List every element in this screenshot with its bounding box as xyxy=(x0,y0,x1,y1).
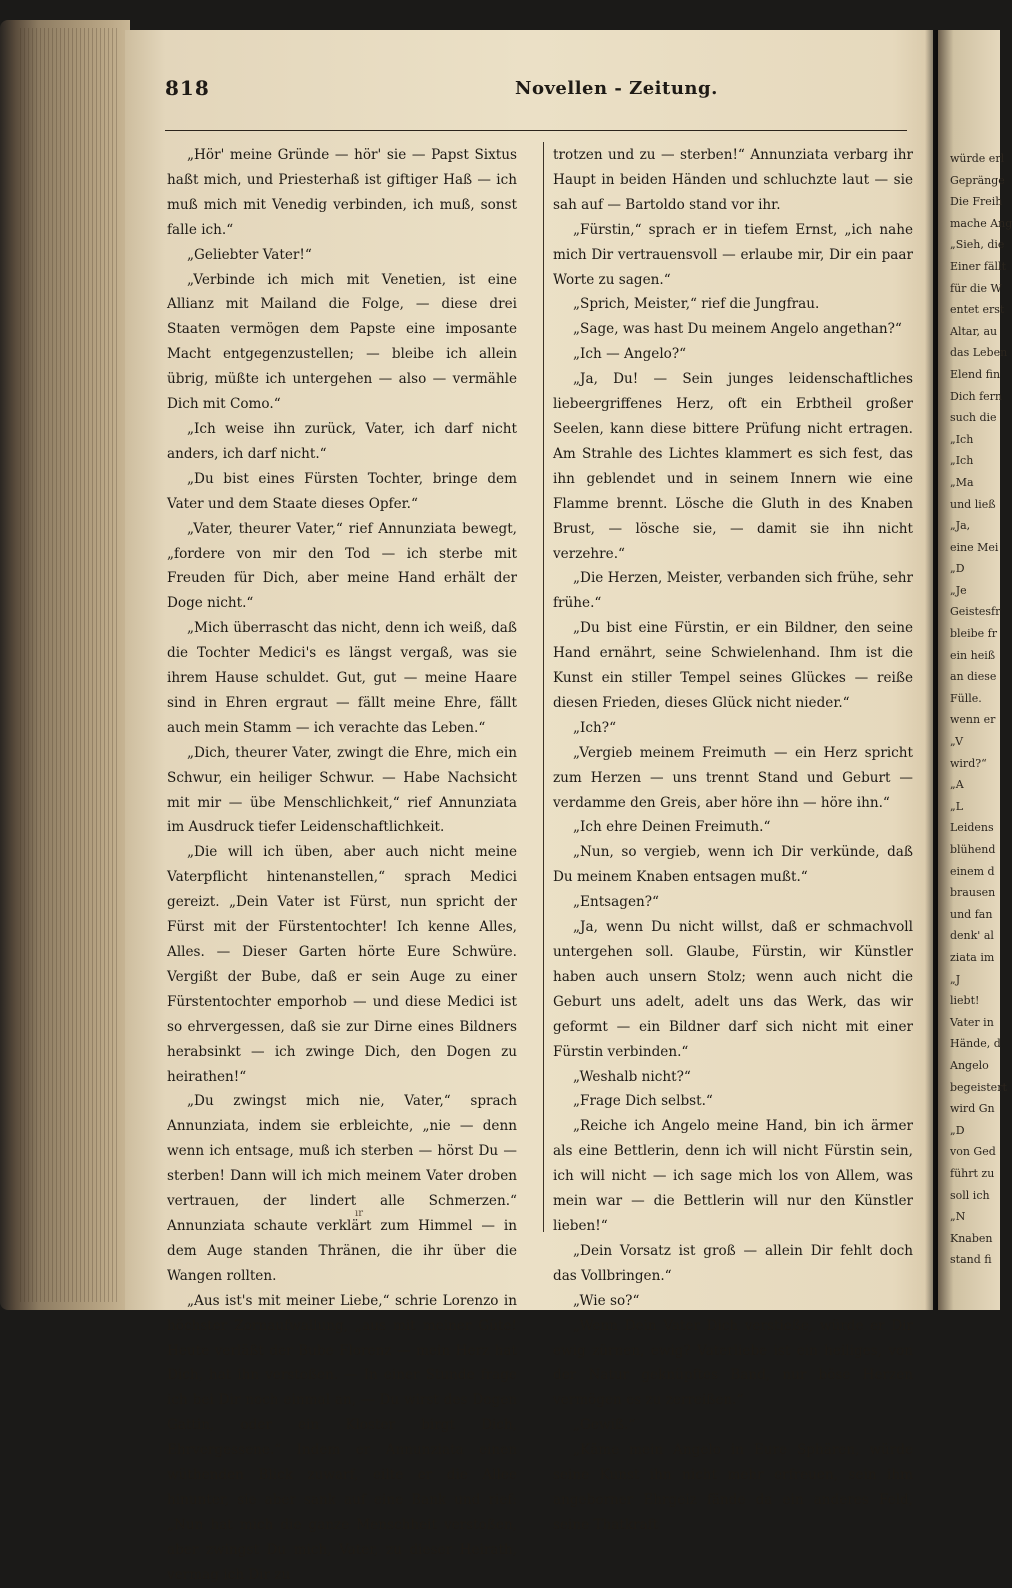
facing-page-line: bleibe fr xyxy=(950,627,997,641)
facing-page-line: Geistesfr xyxy=(950,605,1001,619)
paragraph: „Du bist eines Fürsten Tochter, bringe dem Vater und dem Staate dieses Opfer.“ xyxy=(167,470,517,512)
paragraph: „Ich?“ xyxy=(573,719,617,736)
header-rule xyxy=(165,130,907,131)
facing-page-line: „J xyxy=(950,972,961,986)
paragraph: „Verbinde ich mich mit Venetien, ist eine Allianz mit Mailand die Folge, — diese drei Staaten vermögen dem Papste eine imposante Macht entgegenzustellen; — bleibe ich allein übrig, müßte ich untergehen — also — vermähle Dich mit Como.“ xyxy=(167,271,517,413)
facing-page-line: an diese xyxy=(950,670,997,684)
facing-page-line: „D xyxy=(950,1123,965,1137)
paragraph: „Vergieb meinem Freimuth — ein Herz spricht zum Herzen — uns trennt Stand und Geburt — verdamme den Greis, aber höre ihn — höre ihn.“ xyxy=(553,744,913,811)
column-divider xyxy=(543,142,544,1232)
facing-page-line: Knaben xyxy=(950,1231,993,1245)
paragraph: „Die Herzen, Meister, verbanden sich frühe, sehr frühe.“ xyxy=(553,570,913,612)
facing-page-line: würde erl xyxy=(950,152,1005,165)
facing-page-line: mache Ang xyxy=(950,216,1012,230)
facing-page-line: brausen xyxy=(950,886,996,900)
paragraph: „Ich ehre Deinen Freimuth.“ xyxy=(573,819,771,836)
paragraph: „Geliebter Vater!“ xyxy=(187,246,312,263)
facing-page-line: ziata im xyxy=(950,950,995,964)
facing-page-line: liebt! xyxy=(950,994,980,1008)
running-head: Novellen - Zeitung. xyxy=(515,78,718,99)
facing-page-line: entet erst xyxy=(950,303,1005,317)
facing-page-line: „A xyxy=(950,778,964,792)
page-number: 818 xyxy=(165,76,210,100)
paragraph: „Entsagen?“ xyxy=(573,894,660,911)
paragraph: „Wie so?“ xyxy=(573,1292,640,1309)
facing-page-line: „Ich xyxy=(950,454,974,468)
paragraph: „Aus ist's mit meiner Liebe,“ schrie Lorenzo in höchster Zornaufwallung, „aus mit meiner Güte! Heute verläßt der Bube Florenz — mein Herz hat Dich, hat ihn verstoßen. — In einer Stunde frage ich bei Dir noch einmal an, — Du wirst des Dogen Gattin, oder ein Kloster birgt Dich, Ehrvergessene.“ Indem er Annunziata einen wüthenden Blick zuwarf, eilte er die Allee hinunter, sie aber sank auf eine Bank und rief: „Nun hat mich die ganze Menschheit verstoßen, aber zwingst Du mich, Vater, zu dieser Heirath, vermag ich Dir zu xyxy=(167,1292,517,1583)
paragraph: „Ja, wenn Du nicht willst, daß er schmachvoll untergehen soll. Glaube, Fürstin, wir Künstler haben auch unsern Stolz; wenn auch nicht die Geburt uns adelt, adelt uns das Werk, das wir geformt — ein Bildner darf sich nicht mit einer Fürstin verbinden.“ xyxy=(553,919,913,1060)
facing-page-line: „L xyxy=(950,799,964,813)
paragraph: „Ich weise ihn zurück, Vater, ich darf nicht anders, ich darf nicht.“ xyxy=(167,420,517,462)
facing-page-line: Hände, d xyxy=(950,1037,1001,1051)
facing-page-line: wird?“ xyxy=(950,756,987,770)
facing-page-lines xyxy=(950,148,1012,1271)
facing-page-line: Vater in xyxy=(950,1015,994,1029)
facing-page-line: von Ged xyxy=(950,1145,996,1159)
facing-page-line: Angelo xyxy=(950,1058,989,1072)
facing-page-line: einem d xyxy=(950,864,995,878)
left-column xyxy=(167,143,517,1588)
facing-page-line: Leidens xyxy=(950,821,994,835)
facing-page-line: Die Freih xyxy=(950,195,1003,209)
facing-page-line: „D xyxy=(950,562,965,576)
paragraph: „Dein Vorsatz ist groß — allein Dir fehlt doch das Vollbringen.“ xyxy=(553,1242,913,1284)
paragraph: „Die will ich üben, aber auch nicht meine Vaterpflicht hintenanstellen,“ sprach Medici gereizt. „Dein Vater ist Fürst, nun spricht der Fürst mit der Fürstentochter! Ich kenne Alles, Alles. — Dieser Garten hörte Eure Schwüre. Vergißt der Bube, daß er sein Auge zu einer Fürstentochter emporhob — und diese Medici ist so ehrvergessen, daß sie zur Dirne eines Bildners herabsinkt — ich zwinge Dich, den Dogen zu heirathen!“ xyxy=(167,844,517,1085)
paragraph: „Nun, so vergieb, wenn ich Dir verkünde, daß Du meinem Knaben entsagen mußt.“ xyxy=(553,844,913,886)
facing-page xyxy=(938,30,1012,1310)
facing-page-line: eine Mei xyxy=(950,540,999,554)
paragraph: „Käme mein Angelo in Eure Sphären, würde seine Kunst ihn nicht mehr erfreuen, sein ihm angeborner Ehrgeiz fände da ein anderes Feld, seine Thatkraft xyxy=(553,1442,913,1533)
facing-page-line: denk' al xyxy=(950,929,994,943)
facing-page-line: Altar, au xyxy=(950,324,998,338)
paragraph: „Mich überrascht das nicht, denn ich weiß, daß die Tochter Medici's es längst vergaß, was sie ihrem Hause schuldet. Gut, gut — meine Haare sind in Ehren ergraut — fällt meine Ehre, fällt auch mein Stamm — ich verachte das Leben.“ xyxy=(167,620,517,736)
paragraph: „Fürstin,“ sprach er in tiefem Ernst, „ich nahe mich Dir vertrauensvoll — erlaube mir, Dir ein paar Worte zu sagen.“ xyxy=(553,221,913,288)
facing-page-line: „Sieh, die xyxy=(950,238,1005,252)
paragraph: „Sage, was hast Du meinem Angelo angethan?“ xyxy=(573,321,902,338)
facing-page-line: wenn er xyxy=(950,713,996,727)
facing-page-line: blühend xyxy=(950,843,996,856)
paragraph: „Du bist eine Fürstin, er ein Bildner, den seine Hand ernährt, seine Schwielenhand. Ihm ist die Kunst ein stiller Tempel seines Glückes — reiße diesen Frieden, dieses Glück nicht nieder.“ xyxy=(553,620,913,711)
paragraph: „Reiche ich Angelo meine Hand, bin ich ärmer als eine Bettlerin, denn ich will nicht Fürstin sein, ich will nicht — ich sage mich los von Allem, was mein war — die Bettlerin will nur den Künstler lieben!“ xyxy=(553,1118,913,1234)
facing-page-line: such die xyxy=(950,411,997,425)
facing-page-line: „Ma xyxy=(950,475,974,489)
facing-page-line: „N xyxy=(950,1210,966,1224)
facing-page-line: ein heiß xyxy=(950,648,996,662)
paragraph: trotzen und zu — sterben!“ Annunziata verbarg ihr Haupt in beiden Händen und schluchzte laut — sie sah auf — Bartoldo stand vor ihr. xyxy=(553,147,913,213)
paragraph: „Ich — Angelo?“ xyxy=(573,346,687,363)
facing-page-line: wird Gn xyxy=(950,1102,995,1116)
paragraph: „Frage Dich selbst.“ xyxy=(573,1093,713,1110)
page-header xyxy=(165,76,907,106)
facing-page-line: „Ich xyxy=(950,432,974,446)
book-page xyxy=(125,30,933,1583)
right-column xyxy=(553,143,913,1538)
facing-page-line: das Leben xyxy=(950,346,1008,360)
facing-page-line: Einer fällt xyxy=(950,259,1006,273)
paragraph: „Sprich, Meister,“ rief die Jungfrau. xyxy=(573,296,820,313)
paragraph: „Hör' meine Gründe — hör' sie — Papst Sixtus haßt mich, und Priesterhaß ist giftiger Haß — ich muß mich mit Venedig verbinden, ich muß, sonst falle ich.“ xyxy=(167,147,517,238)
book-page-edges xyxy=(0,20,130,1310)
facing-page-line: „Ja, xyxy=(950,519,971,533)
facing-page-line: stand fi xyxy=(950,1253,992,1267)
paragraph: „Du zwingst mich nie, Vater,“ sprach Annunziata, indem sie erbleichte, „nie — denn wenn ich entsage, muß ich sterben — hörst Du — sterben! Dann will ich mich meinem Vater droben vertrauen, der lindert alle Schmerzen.“ Annunziata schaute verklärt zum Himmel — in dem Auge standen Thränen, die ihr über die Wangen rollten. xyxy=(167,1093,517,1284)
signature-mark: ır xyxy=(355,1208,363,1219)
paragraph: „Weshalb nicht?“ xyxy=(573,1068,691,1085)
facing-page-line: soll ich xyxy=(950,1188,990,1202)
paragraph: „Wenn Dein Vater Dich verstieße, würde er Dir ewig zürnen, ewig? Vaterliebe ist ein heiliges, von der Natur geknüpftes Band, nur böse Herzen vermögen es zu zerreißen.“ xyxy=(553,1317,913,1409)
facing-page-line: Gepränge xyxy=(950,173,1005,187)
facing-page-line: und fan xyxy=(950,907,993,921)
facing-page-line: begeistert xyxy=(950,1080,1007,1094)
facing-page-line: Fülle. xyxy=(950,691,982,705)
facing-page-line: „Je xyxy=(950,583,967,597)
facing-page-line: Dich fern xyxy=(950,389,1003,403)
facing-page-line: führt zu xyxy=(950,1166,995,1180)
paragraph: „Ja, Du! — Sein junges leidenschaftliches liebeergriffenes Herz, oft ein Erbtheil großer Seelen, kann diese bittere Prüfung nicht ertragen. Am Strahle des Lichtes klammert es sich fest, das ihn geblendet und in seinem Innern wie eine Flamme brennt. Lösche die Gluth in des Knaben Brust, — lösche sie, — damit sie ihn nicht verzehre.“ xyxy=(553,371,913,562)
paragraph: „Dich, theurer Vater, zwingt die Ehre, mich ein Schwur, ein heiliger Schwur. — Habe Nachsicht mit mir — übe Menschlichkeit,“ rief Annunziata im Ausdruck tiefer Leidenschaftlichkeit. xyxy=(167,744,517,836)
facing-page-line: und ließ xyxy=(950,497,996,511)
facing-page-line: „V xyxy=(950,735,964,749)
paragraph: „Gewiß.“ xyxy=(573,1417,636,1434)
paragraph: „Vater, theurer Vater,“ rief Annunziata bewegt, „fordere von mir den Tod — ich sterbe mit Freuden für Dich, aber meine Hand erhält der Doge nicht.“ xyxy=(167,520,517,612)
facing-page-line: Elend fin xyxy=(950,367,1001,381)
facing-page-line: für die W xyxy=(950,281,1002,295)
